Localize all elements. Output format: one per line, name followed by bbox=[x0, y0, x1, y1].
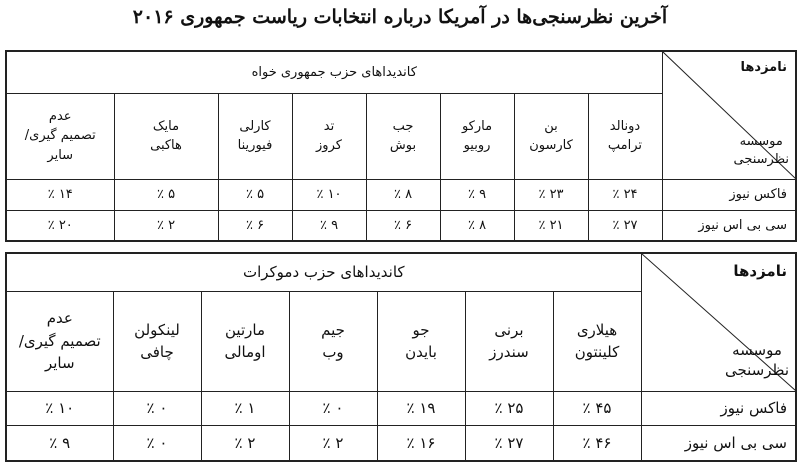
pollster-name: فاکس نیوز bbox=[641, 391, 796, 425]
poll-value: ۱ ٪ bbox=[201, 391, 289, 425]
poll-value: ۲۵ ٪ bbox=[465, 391, 553, 425]
candidate-header: بن کارسون bbox=[514, 93, 588, 179]
table-row bbox=[6, 210, 796, 241]
candidates-label: نامزدها bbox=[740, 60, 787, 75]
pollster-name: سی بی اس نیوز bbox=[641, 425, 796, 461]
poll-value: ۱۴ ٪ bbox=[6, 179, 114, 210]
republican-poll-table bbox=[5, 50, 797, 242]
democrat-corner-cell bbox=[641, 253, 796, 391]
poll-value: ۰ ٪ bbox=[289, 391, 377, 425]
pollster-label: موسسه نظرسنجی bbox=[733, 134, 789, 167]
candidate-header: تد کروز bbox=[292, 93, 366, 179]
table-row bbox=[6, 179, 796, 210]
poll-value: ۹ ٪ bbox=[292, 210, 366, 241]
poll-value: ۲ ٪ bbox=[289, 425, 377, 461]
republican-group-header: کاندیداهای حزب جمهوری خواه bbox=[6, 51, 662, 93]
poll-value: ۲۱ ٪ bbox=[514, 210, 588, 241]
pollster-name: فاکس نیوز bbox=[662, 179, 796, 210]
pollster-label: موسسه نظرسنجی bbox=[724, 341, 789, 380]
poll-value: ۸ ٪ bbox=[440, 210, 514, 241]
poll-value: ۲۰ ٪ bbox=[6, 210, 114, 241]
pollster-name: سی بی اس نیوز bbox=[662, 210, 796, 241]
poll-value: ۲۳ ٪ bbox=[514, 179, 588, 210]
poll-value: ۲۷ ٪ bbox=[588, 210, 662, 241]
candidate-header: لینکولن چافی bbox=[113, 291, 201, 391]
undecided-header: عدم تصمیم گیری/ سایر bbox=[6, 93, 114, 179]
candidate-header: برنی سندرز bbox=[465, 291, 553, 391]
candidate-header: جو بایدن bbox=[377, 291, 465, 391]
poll-value: ۱۰ ٪ bbox=[292, 179, 366, 210]
poll-value: ۶ ٪ bbox=[366, 210, 440, 241]
candidate-header: هیلاری کلینتون bbox=[553, 291, 641, 391]
table-row bbox=[6, 391, 796, 425]
candidate-header: دونالد ترامپ bbox=[588, 93, 662, 179]
poll-value: ۲ ٪ bbox=[114, 210, 218, 241]
republican-corner-cell bbox=[662, 51, 796, 179]
poll-value: ۵ ٪ bbox=[114, 179, 218, 210]
candidate-header: مایک هاکبی bbox=[114, 93, 218, 179]
page-title: آخرین نظرسنجی‌ها در آمریکا درباره انتخابات ریاست جمهوری ۲۰۱۶ bbox=[132, 6, 668, 28]
candidates-label: نامزدها bbox=[733, 262, 787, 280]
poll-value: ۱۹ ٪ bbox=[377, 391, 465, 425]
poll-value: ۱۶ ٪ bbox=[377, 425, 465, 461]
poll-value: ۴۶ ٪ bbox=[553, 425, 641, 461]
democrat-poll-table bbox=[5, 252, 797, 462]
candidate-header: جب بوش bbox=[366, 93, 440, 179]
poll-value: ۹ ٪ bbox=[6, 425, 113, 461]
poll-value: ۹ ٪ bbox=[440, 179, 514, 210]
candidate-header: کارلی فیورینا bbox=[218, 93, 292, 179]
candidate-header: جیم وب bbox=[289, 291, 377, 391]
poll-value: ۲۷ ٪ bbox=[465, 425, 553, 461]
poll-value: ۵ ٪ bbox=[218, 179, 292, 210]
candidate-header: مارکو روبیو bbox=[440, 93, 514, 179]
democrat-group-header: کاندیداهای حزب دموکرات bbox=[6, 253, 641, 291]
poll-value: ۲ ٪ bbox=[201, 425, 289, 461]
poll-value: ۶ ٪ bbox=[218, 210, 292, 241]
candidate-header: مارتین اومالی bbox=[201, 291, 289, 391]
poll-value: ۴۵ ٪ bbox=[553, 391, 641, 425]
poll-value: ۸ ٪ bbox=[366, 179, 440, 210]
poll-value: ۱۰ ٪ bbox=[6, 391, 113, 425]
poll-value: ۲۴ ٪ bbox=[588, 179, 662, 210]
table-row bbox=[6, 425, 796, 461]
poll-value: ۰ ٪ bbox=[113, 391, 201, 425]
undecided-header: عدم تصمیم گیری/ سایر bbox=[6, 291, 113, 391]
poll-value: ۰ ٪ bbox=[113, 425, 201, 461]
